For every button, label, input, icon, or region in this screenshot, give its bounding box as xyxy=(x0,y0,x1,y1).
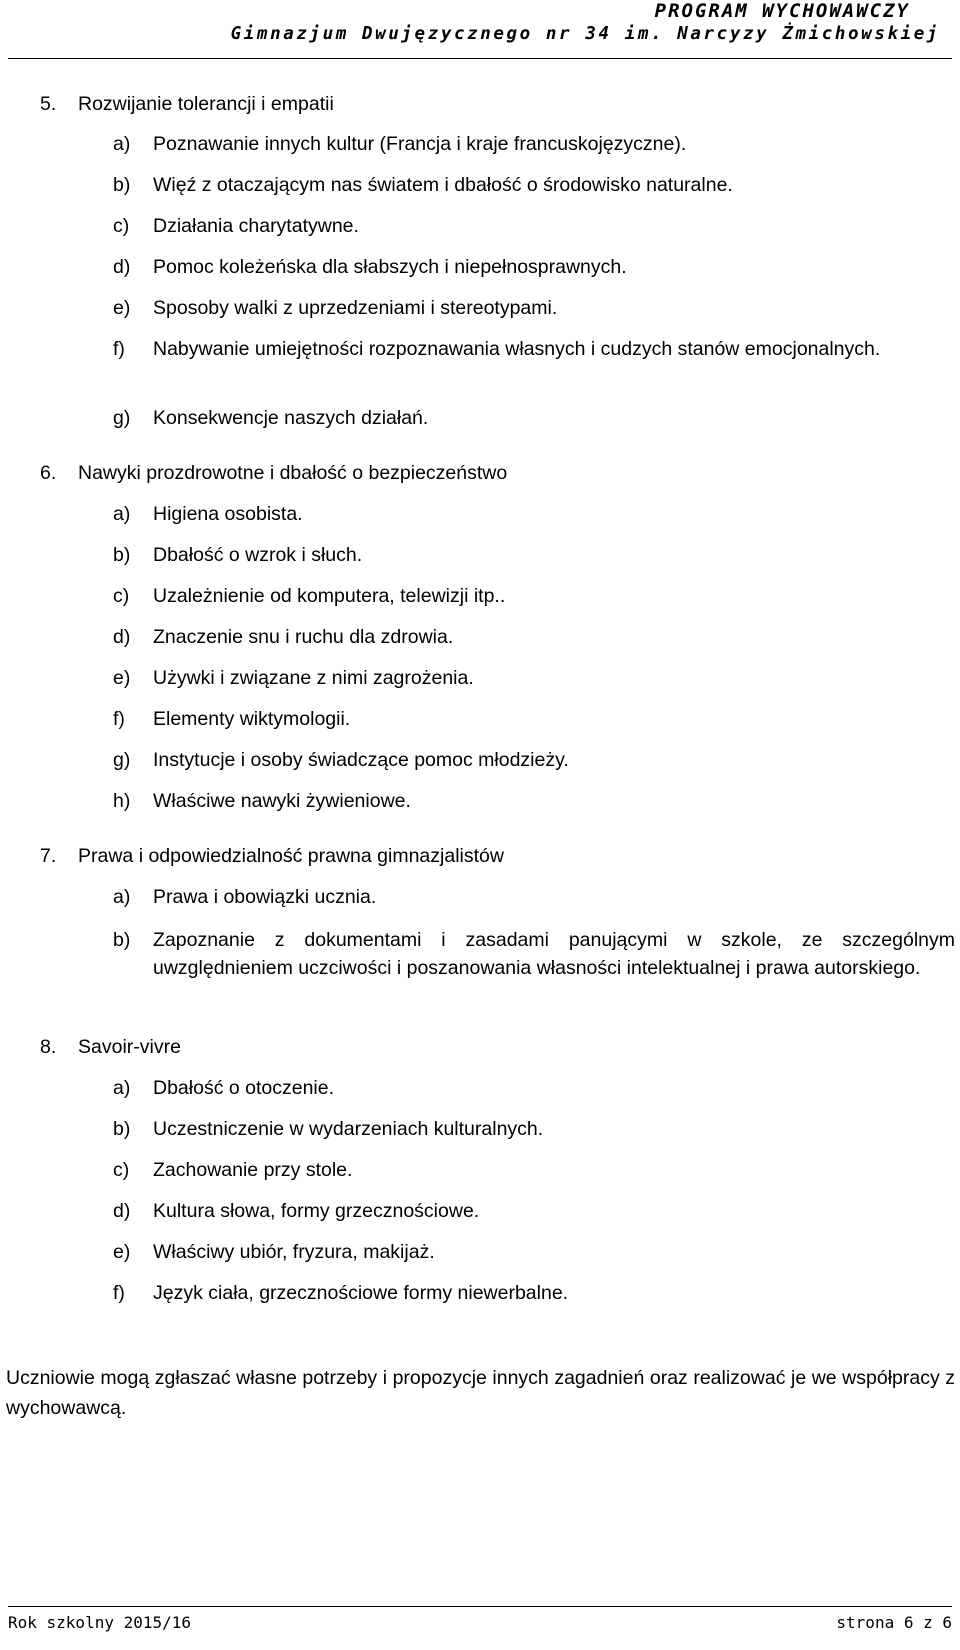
header-divider xyxy=(8,58,952,59)
item-text: Używki i związane z nimi zagrożenia. xyxy=(153,667,474,689)
item-text: Dbałość o otoczenie. xyxy=(153,1077,335,1099)
item-text: Higiena osobista. xyxy=(153,503,303,525)
item-letter: f) xyxy=(113,338,125,360)
list-item xyxy=(113,296,955,320)
item-text: Elementy wiktymologii. xyxy=(153,708,351,730)
item-text: Dbałość o wzrok i słuch. xyxy=(153,544,363,566)
list-item xyxy=(113,789,955,813)
section-title: Prawa i odpowiedzialność prawna gimnazjalistów xyxy=(78,845,504,867)
list-item xyxy=(113,1281,955,1305)
list-item xyxy=(113,666,955,690)
list-item xyxy=(113,748,955,772)
item-text: Nabywanie umiejętności rozpoznawania własnych i cudzych stanów emocjonalnych. xyxy=(153,338,881,360)
item-letter: c) xyxy=(113,1159,130,1181)
item-letter: b) xyxy=(113,929,131,951)
item-text: Zachowanie przy stole. xyxy=(153,1159,353,1181)
page-number: strona 6 z 6 xyxy=(836,1613,952,1632)
list-item xyxy=(113,926,955,982)
item-text: Właściwe nawyki żywieniowe. xyxy=(153,790,411,812)
item-letter: g) xyxy=(113,749,131,771)
list-item xyxy=(113,1117,955,1141)
list-item xyxy=(113,1076,955,1100)
item-letter: g) xyxy=(113,407,131,429)
item-letter: e) xyxy=(113,1241,131,1263)
list-item xyxy=(113,584,955,608)
footer-divider xyxy=(8,1606,952,1607)
item-letter: b) xyxy=(113,174,131,196)
section-number: 5. xyxy=(40,93,57,115)
section-title: Nawyki prozdrowotne i dbałość o bezpieczeństwo xyxy=(78,462,508,484)
item-letter: a) xyxy=(113,133,131,155)
item-text: Instytucje i osoby świadczące pomoc młodzieży. xyxy=(153,749,569,771)
item-letter: d) xyxy=(113,626,131,648)
list-item xyxy=(113,406,955,430)
item-letter: f) xyxy=(113,1282,125,1304)
item-letter: a) xyxy=(113,503,131,525)
item-text: Uzależnienie od komputera, telewizji itp.. xyxy=(153,585,506,607)
list-item xyxy=(113,1199,955,1223)
closing-paragraph: Uczniowie mogą zgłaszać własne potrzeby i propozycje innych zagadnień oraz realizować je we współpracy z wychowawcą. xyxy=(6,1367,955,1419)
item-letter: b) xyxy=(113,1118,131,1140)
item-text: Zapoznanie z dokumentami i zasadami panującymi w szkole, ze szczególnym uwzględnieniem uczciwości i poszanowania własności intelektualnej i prawa autorskiego. xyxy=(153,929,955,979)
item-letter: a) xyxy=(113,1077,131,1099)
item-letter: e) xyxy=(113,297,131,319)
list-item xyxy=(113,255,955,279)
section-heading-6 xyxy=(40,461,507,485)
section-number: 8. xyxy=(40,1036,57,1058)
item-text: Poznawanie innych kultur (Francja i kraje francuskojęzyczne). xyxy=(153,133,687,155)
header-subtitle: Gimnazjum Dwujęzycznego nr 34 im. Narcyzy Żmichowskiej xyxy=(230,24,940,44)
section-heading-5 xyxy=(40,92,334,116)
item-text: Prawa i obowiązki ucznia. xyxy=(153,886,377,908)
list-item xyxy=(113,625,955,649)
item-text: Sposoby walki z uprzedzeniami i stereotypami. xyxy=(153,297,558,319)
section-heading-8 xyxy=(40,1035,181,1059)
item-text: Więź z otaczającym nas światem i dbałość o środowisko naturalne. xyxy=(153,174,733,196)
list-item xyxy=(113,707,955,731)
list-item xyxy=(113,885,955,909)
item-letter: c) xyxy=(113,585,130,607)
item-letter: c) xyxy=(113,215,130,237)
section-title: Rozwijanie tolerancji i empatii xyxy=(78,93,334,115)
list-item xyxy=(113,543,955,567)
list-item xyxy=(113,173,955,197)
item-text: Pomoc koleżeńska dla słabszych i niepełnosprawnych. xyxy=(153,256,627,278)
header-title: PROGRAM WYCHOWAWCZY xyxy=(654,0,910,22)
item-text: Działania charytatywne. xyxy=(153,215,359,237)
school-year: Rok szkolny 2015/16 xyxy=(8,1613,192,1632)
list-item xyxy=(113,132,955,156)
list-item xyxy=(113,337,955,361)
list-item xyxy=(113,1158,955,1182)
list-item xyxy=(113,214,955,238)
list-item xyxy=(113,502,955,526)
item-text: Kultura słowa, formy grzecznościowe. xyxy=(153,1200,480,1222)
item-letter: a) xyxy=(113,886,131,908)
item-text: Znaczenie snu i ruchu dla zdrowia. xyxy=(153,626,454,648)
item-letter: e) xyxy=(113,667,131,689)
item-text: Konsekwencje naszych działań. xyxy=(153,407,429,429)
item-letter: d) xyxy=(113,1200,131,1222)
item-letter: b) xyxy=(113,544,131,566)
item-text: Język ciała, grzecznościowe formy niewerbalne. xyxy=(153,1282,569,1304)
section-number: 6. xyxy=(40,462,57,484)
item-letter: f) xyxy=(113,708,125,730)
section-number: 7. xyxy=(40,845,57,867)
item-text: Uczestniczenie w wydarzeniach kulturalnych. xyxy=(153,1118,544,1140)
page-header xyxy=(0,0,940,46)
list-item xyxy=(113,1240,955,1264)
item-letter: d) xyxy=(113,256,131,278)
section-title: Savoir-vivre xyxy=(78,1036,181,1058)
item-letter: h) xyxy=(113,790,131,812)
item-text: Właściwy ubiór, fryzura, makijaż. xyxy=(153,1241,435,1263)
section-heading-7 xyxy=(40,844,504,868)
